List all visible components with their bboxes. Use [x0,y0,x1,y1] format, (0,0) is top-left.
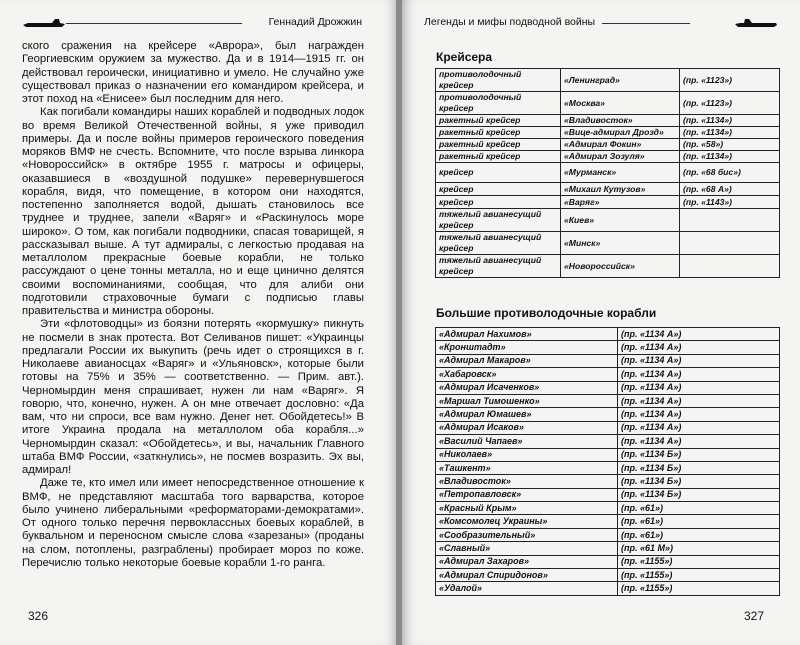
ship-name-cell: «Адмирал Макаров» [436,354,618,367]
ship-name-cell: «Удалой» [436,582,618,595]
project-cell [680,255,780,278]
left-running-header [22,16,362,30]
ship-name-cell: «Петропавловск» [436,488,618,501]
table-row [436,528,780,541]
table-row [436,394,780,407]
project-cell: (пр. «1134 Б») [618,461,780,474]
project-cell: (пр. «61») [618,515,780,528]
ship-name-cell: «Адмирал Захаров» [436,555,618,568]
submarine-icon [22,17,66,29]
ship-name-cell: «Кронштадт» [436,341,618,354]
table-row [436,354,780,367]
table-row [436,183,780,196]
project-cell: (пр. «1134 А») [618,421,780,434]
project-cell: (пр. «1143») [680,196,780,209]
table-row [436,196,780,209]
project-cell: (пр. «1134 А») [618,328,780,341]
ship-name-cell: «Маршал Тимошенко» [436,394,618,407]
project-cell: (пр. «68 А») [680,183,780,196]
header-author: Геннадий Дрожжин [268,16,362,28]
project-cell: (пр. «1155») [618,555,780,568]
table-row [436,209,780,232]
ship-type-cell: крейсер [436,163,561,183]
ship-type-cell: противолодочный крейсер [436,92,561,115]
ship-type-cell: тяжелый авианесущий крейсер [436,209,561,232]
ship-name-cell: «Ленинград» [561,69,680,92]
ship-type-cell: тяжелый авианесущий крейсер [436,232,561,255]
table-row [436,448,780,461]
table-row [436,163,780,183]
ship-name-cell: «Новороссийск» [561,255,680,278]
table-row [436,151,780,163]
paragraph: ского сражения на крейсере «Аврора», был награжден Георгиевским оружием за мужество. Да и в 1914—1915 гг. он действовал героически, инициативно и умело. Не случайно уже существовал приказ о назначении его командиром крейсера, и этот поход на «Енисее» был последним для него. [22,40,364,105]
table-row [436,502,780,515]
project-cell: (пр. «61») [618,528,780,541]
ship-name-cell: «Адмирал Фокин» [561,139,680,151]
paragraph: Даже те, кто имел или имеет непосредственное отношение к ВМФ, не представляют масштаба того варварства, которое было учинено либеральными «реформаторами-демократами». От одного только перечня первоклассных боевых кораблей, в буквальном и переносном смысле слова «зарезаны» (проданы на слом, потоплены, разграблены) пробирает мороз по коже. Перечислю только некоторые боевые корабли 1-го ранга. [22,477,364,569]
project-cell: (пр. «1134 А») [618,354,780,367]
table-row [436,475,780,488]
left-page [0,0,398,645]
project-cell: (пр. «1134 Б») [618,448,780,461]
project-cell: (пр. «58») [680,139,780,151]
ship-type-cell: крейсер [436,183,561,196]
ship-name-cell: «Адмирал Нахимов» [436,328,618,341]
ship-name-cell: «Славный» [436,542,618,555]
project-cell: (пр. «1134 Б») [618,475,780,488]
right-page [402,0,800,645]
project-cell: (пр. «1134 А») [618,435,780,448]
table-row [436,139,780,151]
ship-name-cell: «Москва» [561,92,680,115]
ship-name-cell: «Сообразительный» [436,528,618,541]
project-cell: (пр. «68 бис») [680,163,780,183]
project-cell: (пр. «1134») [680,151,780,163]
ship-name-cell: «Красный Крым» [436,502,618,515]
project-cell: (пр. «1134 А») [618,341,780,354]
cruisers-heading: Крейсера [436,50,493,64]
ship-name-cell: «Мурманск» [561,163,680,183]
table-row [436,381,780,394]
header-rule [66,23,242,24]
right-running-header [424,16,780,30]
paragraph: Как погибали командиры наших кораблей и подводных лодок во время Великой Отечественной войны, я уже приводил примеры. Да и после войны примеров героического поведения моряков ВМФ не счесть. Вспомните, что после взрыва линкора «Новороссийск» в октябре 1955 г. матросы и офицеры, оказавшиеся в «воздушной подушке» перевернувшегося корабля, видя, что помещение, в котором они находятся, постепенно заполняется водой, дышать становилось все труднее и труднее, запели «Варяг» и «Раскинулось море широко». О том, как погибали подводники, спасая товарищей, я рассказывал выше. А тут адмиралы, с легкостью продавая на металлолом прекрасные боевые корабли, не только рассуждают о цене тонны металла, но и еще цинично делятся своими воспоминаниями, сообщая, что для алиби они подготовили страховочные бумаги с подписью главы правительства и министра обороны. [22,106,364,317]
table-row [436,582,780,595]
project-cell: (пр. «1134 А») [618,394,780,407]
project-cell: (пр. «1123») [680,69,780,92]
ship-name-cell: «Хабаровск» [436,368,618,381]
project-cell: (пр. «1134») [680,127,780,139]
project-cell: (пр. «1134 А») [618,381,780,394]
ship-type-cell: ракетный крейсер [436,127,561,139]
table-row [436,515,780,528]
table-row [436,461,780,474]
table-row [436,232,780,255]
table-row [436,569,780,582]
paragraph: Эти «флотоводцы» из боязни потерять «кормушку» пикнуть не посмели в знак протеста. Вот Селиванов пишет: «Украинцы предлагали России их выкупить (речь идет о строящихся в г. Николаеве авианосцах «Варяг» и «Ульяновск», которые были готовы на 75% и 35% — соответственно. — Прим. авт.). Черномырдин меня спрашивает, нужен ли нам «Варяг». Я говорю, что, конечно, нужен. А он мне отвечает дословно: «Да вам, что ни спроси, все вам нужно. Денег нет. Обойдетесь!» В итоге Украина продала на металлолом оба корабля...» Черномырдин сказал: «Обойдетесь», и вы, начальник Главного штаба ВМФ России, «заткнулись», не посмев возразить. Эх вы, адмирал! [22,318,364,476]
asw-ships-heading: Большие противолодочные корабли [436,306,657,320]
project-cell: (пр. «1134 Б») [618,488,780,501]
table-row [436,328,780,341]
header-title: Легенды и мифы подводной войны [424,16,596,28]
ship-name-cell: «Адмирал Юмашев» [436,408,618,421]
ship-type-cell: ракетный крейсер [436,139,561,151]
table-row [436,421,780,434]
table-row [436,341,780,354]
table-row [436,255,780,278]
project-cell: (пр. «1134») [680,115,780,127]
table-row [436,115,780,127]
cruisers-table [435,68,780,278]
ship-name-cell: «Адмирал Исаков» [436,421,618,434]
table-row [436,435,780,448]
table-row [436,555,780,568]
table-row [436,92,780,115]
asw-ships-table [435,327,780,596]
ship-name-cell: «Адмирал Спиридонов» [436,569,618,582]
ship-name-cell: «Комсомолец Украины» [436,515,618,528]
ship-type-cell: крейсер [436,196,561,209]
table-row [436,408,780,421]
ship-type-cell: ракетный крейсер [436,115,561,127]
project-cell: (пр. «61») [618,502,780,515]
ship-name-cell: «Варяг» [561,196,680,209]
ship-name-cell: «Владивосток» [561,115,680,127]
table-row [436,368,780,381]
ship-name-cell: «Вице-адмирал Дрозд» [561,127,680,139]
ship-type-cell: противолодочный крейсер [436,69,561,92]
project-cell: (пр. «1155») [618,569,780,582]
project-cell: (пр. «1123») [680,92,780,115]
table-row [436,488,780,501]
ship-name-cell: «Василий Чапаев» [436,435,618,448]
submarine-icon [734,17,778,29]
ship-name-cell: «Николаев» [436,448,618,461]
project-cell: (пр. «1134 А») [618,368,780,381]
ship-name-cell: «Ташкент» [436,461,618,474]
ship-name-cell: «Адмирал Зозуля» [561,151,680,163]
project-cell: (пр. «1134 А») [618,408,780,421]
ship-name-cell: «Адмирал Исаченков» [436,381,618,394]
project-cell: (пр. «1155») [618,582,780,595]
ship-name-cell: «Киев» [561,209,680,232]
body-text [22,40,364,570]
table-row [436,542,780,555]
project-cell [680,232,780,255]
ship-type-cell: тяжелый авианесущий крейсер [436,255,561,278]
ship-name-cell: «Владивосток» [436,475,618,488]
ship-name-cell: «Минск» [561,232,680,255]
project-cell: (пр. «61 М») [618,542,780,555]
page-number: 326 [28,609,49,623]
ship-type-cell: ракетный крейсер [436,151,561,163]
project-cell [680,209,780,232]
table-row [436,69,780,92]
page-number: 327 [743,609,764,623]
header-rule [602,23,690,24]
ship-name-cell: «Михаил Кутузов» [561,183,680,196]
table-row [436,127,780,139]
